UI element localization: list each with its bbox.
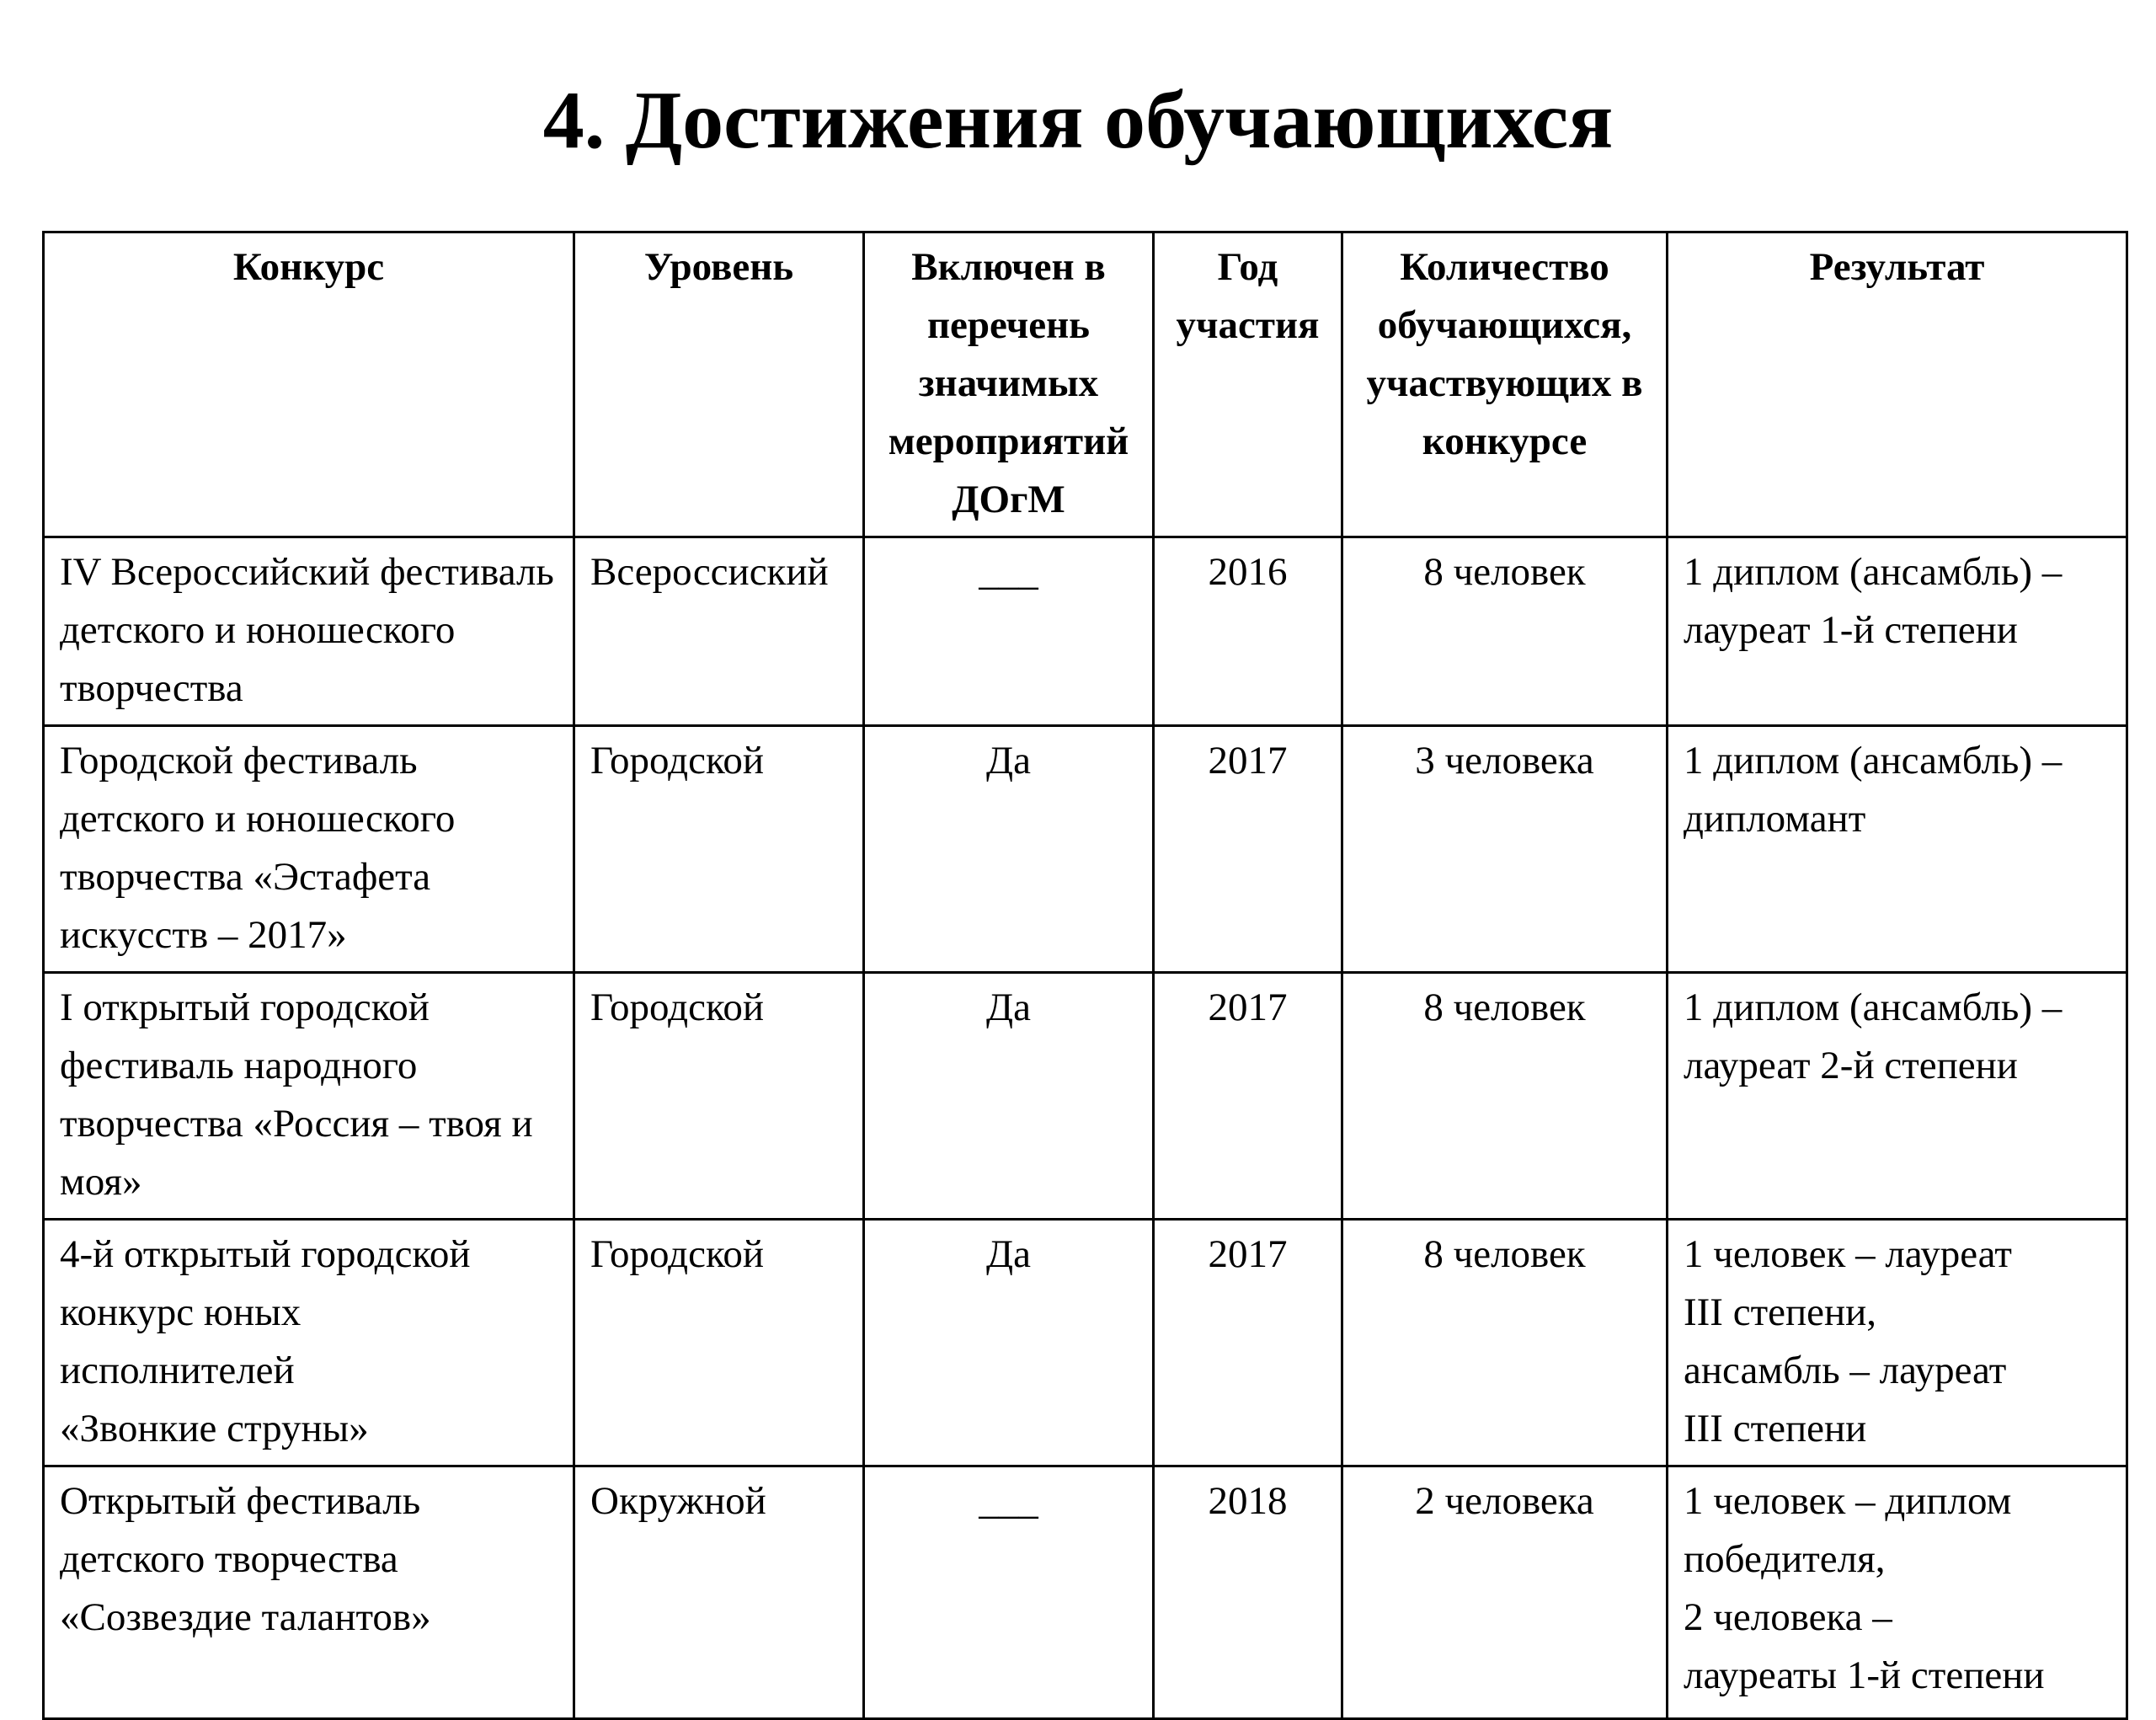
header-result: Результат [1668,232,2127,537]
cell-level: Городской [574,1220,864,1466]
cell-year: 2017 [1154,973,1342,1220]
cell-level: Всероссиский [574,537,864,726]
cell-contest: 4-й открытый городской конкурс юных исполнителей «Звонкие струны» [44,1220,574,1466]
achievements-table [42,231,2128,1720]
header-count: Количество обучающихся, участвующих в конкурсе [1342,232,1668,537]
header-contest: Конкурс [44,232,574,537]
table-row [44,973,2127,1220]
table-row [44,1220,2127,1466]
cell-year: 2017 [1154,1220,1342,1466]
cell-result: 1 диплом (ансамбль) – лауреат 1-й степени [1668,537,2127,726]
cell-count: 8 человек [1342,1220,1668,1466]
cell-count: 8 человек [1342,973,1668,1220]
cell-level: Городской [574,973,864,1220]
cell-year: 2018 [1154,1466,1342,1719]
cell-contest: IV Всероссийский фестиваль детского и юношеского творчества [44,537,574,726]
header-year: Год участия [1154,232,1342,537]
cell-year: 2017 [1154,726,1342,973]
table-row [44,537,2127,726]
cell-included: Да [864,726,1154,973]
cell-included: ___ [864,537,1154,726]
table-row [44,726,2127,973]
cell-included: ___ [864,1466,1154,1719]
cell-result: 1 человек – лауреат III степени, ансамбль – лауреат III степени [1668,1220,2127,1466]
cell-result: 1 диплом (ансамбль) – лауреат 2-й степени [1668,973,2127,1220]
cell-result: 1 человек – диплом победителя, 2 человека – лауреаты 1-й степени [1668,1466,2127,1719]
cell-level: Городской [574,726,864,973]
cell-result: 1 диплом (ансамбль) – дипломант [1668,726,2127,973]
page-title: 4. Достижения обучающихся [542,75,1614,166]
cell-level: Окружной [574,1466,864,1719]
cell-count: 2 человека [1342,1466,1668,1719]
cell-count: 8 человек [1342,537,1668,726]
header-included: Включен в перечень значимых мероприятий ДОгМ [864,232,1154,537]
cell-contest: Городской фестиваль детского и юношеского творчества «Эстафета искусств – 2017» [44,726,574,973]
cell-year: 2016 [1154,537,1342,726]
table-header-row [44,232,2127,537]
cell-contest: I открытый городской фестиваль народного творчества «Россия – твоя и моя» [44,973,574,1220]
header-level: Уровень [574,232,864,537]
table-row [44,1466,2127,1719]
cell-included: Да [864,973,1154,1220]
cell-contest: Открытый фестиваль детского творчества «Созвездие талантов» [44,1466,574,1719]
cell-included: Да [864,1220,1154,1466]
cell-count: 3 человека [1342,726,1668,973]
